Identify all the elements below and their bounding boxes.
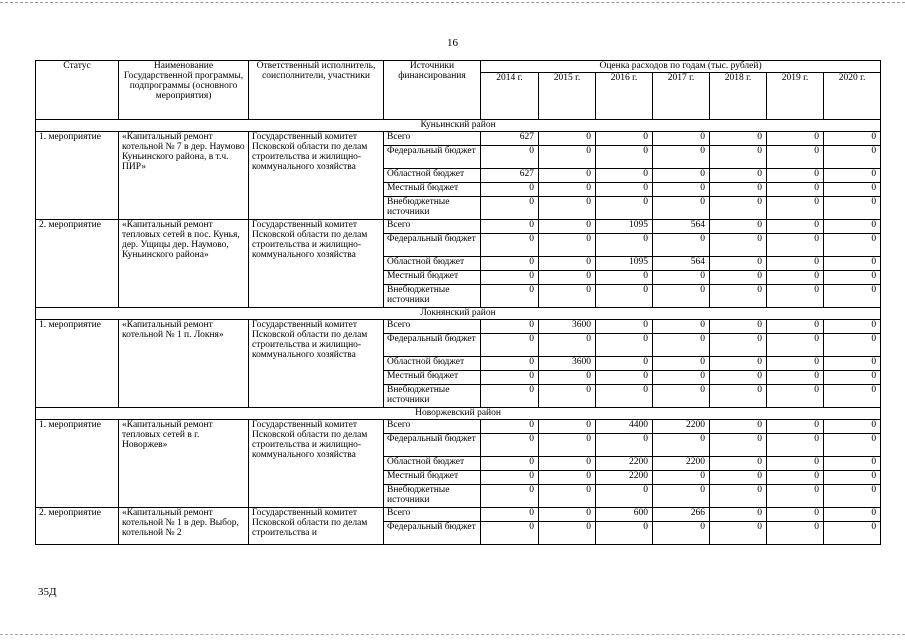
value-cell: 0: [539, 183, 596, 197]
value-cell: 0: [481, 371, 539, 385]
value-cell: 0: [539, 146, 596, 169]
value-cell: 564: [653, 257, 710, 271]
district-row: [36, 308, 881, 320]
value-cell: 2200: [653, 420, 710, 434]
value-cell: 2200: [596, 471, 653, 485]
value-cell: 0: [653, 146, 710, 169]
funding-source: Областной бюджет: [384, 257, 481, 271]
item-status: 1. мероприятие: [36, 320, 119, 408]
value-cell: 0: [710, 146, 767, 169]
value-cell: 0: [824, 457, 881, 471]
funding-source: Местный бюджет: [384, 183, 481, 197]
value-cell: 0: [824, 334, 881, 357]
value-cell: 0: [710, 132, 767, 146]
item-executor: Государственный комитет Псковской области по делам строительства и: [249, 508, 384, 545]
value-cell: 0: [824, 234, 881, 257]
value-cell: 0: [710, 334, 767, 357]
value-cell: 0: [596, 434, 653, 457]
district-title: Новоржевский район: [36, 408, 881, 420]
item-name: «Капитальный ремонт тепловых сетей в г. Новоржев»: [119, 420, 249, 508]
value-cell: 0: [539, 285, 596, 308]
district-row: [36, 120, 881, 132]
page-number: 16: [447, 37, 458, 49]
value-cell: 0: [596, 234, 653, 257]
expenditure-table: [35, 60, 881, 545]
value-cell: 0: [767, 371, 824, 385]
district-title: Куньинский район: [36, 120, 881, 132]
table-row: [36, 508, 881, 522]
value-cell: 0: [710, 169, 767, 183]
value-cell: 0: [596, 132, 653, 146]
value-cell: 0: [767, 434, 824, 457]
value-cell: 0: [653, 434, 710, 457]
value-cell: 0: [710, 320, 767, 334]
value-cell: 0: [539, 434, 596, 457]
value-cell: 0: [653, 357, 710, 371]
value-cell: 0: [710, 457, 767, 471]
value-cell: 0: [596, 197, 653, 220]
funding-source: Федеральный бюджет: [384, 434, 481, 457]
value-cell: 0: [539, 522, 596, 545]
value-cell: 0: [710, 257, 767, 271]
value-cell: 0: [824, 220, 881, 234]
year-header: 2017 г.: [653, 73, 710, 120]
district-title: Локнянский район: [36, 308, 881, 320]
value-cell: 3600: [539, 320, 596, 334]
value-cell: 0: [824, 522, 881, 545]
value-cell: 0: [767, 457, 824, 471]
value-cell: 0: [539, 169, 596, 183]
item-executor: Государственный комитет Псковской области по делам строительства и жилищно-коммунального хозяйства: [249, 420, 384, 508]
value-cell: 0: [653, 471, 710, 485]
funding-source: Местный бюджет: [384, 371, 481, 385]
value-cell: 0: [824, 257, 881, 271]
value-cell: 0: [481, 320, 539, 334]
table-row: [36, 420, 881, 434]
value-cell: 0: [596, 371, 653, 385]
value-cell: 0: [481, 146, 539, 169]
value-cell: 0: [481, 257, 539, 271]
value-cell: 0: [539, 485, 596, 508]
value-cell: 0: [481, 285, 539, 308]
value-cell: 0: [767, 471, 824, 485]
value-cell: 0: [767, 169, 824, 183]
funding-source: Всего: [384, 420, 481, 434]
funding-source: Внебюджетные источники: [384, 285, 481, 308]
value-cell: 0: [710, 183, 767, 197]
value-cell: 0: [481, 271, 539, 285]
value-cell: 627: [481, 169, 539, 183]
value-cell: 0: [539, 257, 596, 271]
value-cell: 0: [710, 508, 767, 522]
value-cell: 0: [767, 234, 824, 257]
value-cell: 0: [653, 169, 710, 183]
value-cell: 0: [596, 146, 653, 169]
value-cell: 0: [824, 371, 881, 385]
scan-bottom-edge: [0, 634, 905, 635]
value-cell: 0: [653, 522, 710, 545]
value-cell: 3600: [539, 357, 596, 371]
year-header: 2018 г.: [710, 73, 767, 120]
item-name: «Капитальный ремонт тепловых сетей в пос. Кунья, дер. Ущицы дер. Наумово, Куньинского района»: [119, 220, 249, 308]
value-cell: 0: [767, 320, 824, 334]
value-cell: 0: [539, 271, 596, 285]
value-cell: 0: [653, 271, 710, 285]
funding-source: Областной бюджет: [384, 169, 481, 183]
funding-source: Всего: [384, 508, 481, 522]
value-cell: 0: [653, 234, 710, 257]
value-cell: 0: [710, 371, 767, 385]
funding-source: Всего: [384, 320, 481, 334]
value-cell: 0: [767, 285, 824, 308]
value-cell: 0: [653, 183, 710, 197]
value-cell: 0: [539, 371, 596, 385]
item-name: «Капитальный ремонт котельной № 1 в дер. Выбор, котельной № 2: [119, 508, 249, 545]
value-cell: 0: [653, 197, 710, 220]
value-cell: 0: [824, 183, 881, 197]
funding-source: Внебюджетные источники: [384, 485, 481, 508]
value-cell: 0: [481, 234, 539, 257]
value-cell: 627: [481, 132, 539, 146]
header-executor: Ответственный исполнитель, соисполнители, участники: [249, 61, 384, 120]
value-cell: 0: [481, 357, 539, 371]
value-cell: 0: [596, 334, 653, 357]
value-cell: 0: [539, 385, 596, 408]
value-cell: 0: [596, 357, 653, 371]
value-cell: 0: [710, 522, 767, 545]
value-cell: 0: [481, 197, 539, 220]
value-cell: 0: [481, 385, 539, 408]
value-cell: 0: [539, 471, 596, 485]
value-cell: 0: [710, 434, 767, 457]
value-cell: 0: [481, 457, 539, 471]
value-cell: 0: [539, 234, 596, 257]
value-cell: 2200: [653, 457, 710, 471]
year-header: 2015 г.: [539, 73, 596, 120]
value-cell: 0: [653, 334, 710, 357]
item-status: 1. мероприятие: [36, 420, 119, 508]
header-name: Наименование Государственной программы, подпрограммы (основного мероприятия): [119, 61, 249, 120]
item-status: 2. мероприятие: [36, 220, 119, 308]
value-cell: 0: [767, 420, 824, 434]
value-cell: 0: [710, 197, 767, 220]
item-executor: Государственный комитет Псковской области по делам строительства и жилищно-коммунального хозяйства: [249, 132, 384, 220]
item-executor: Государственный комитет Псковской области по делам строительства и жилищно-коммунального хозяйства: [249, 220, 384, 308]
item-status: 2. мероприятие: [36, 508, 119, 545]
value-cell: 0: [767, 183, 824, 197]
value-cell: 0: [539, 197, 596, 220]
funding-source: Внебюджетные источники: [384, 385, 481, 408]
value-cell: 0: [710, 220, 767, 234]
value-cell: 0: [596, 183, 653, 197]
value-cell: 0: [767, 271, 824, 285]
value-cell: 0: [824, 508, 881, 522]
value-cell: 0: [596, 385, 653, 408]
funding-source: Областной бюджет: [384, 457, 481, 471]
value-cell: 0: [481, 183, 539, 197]
value-cell: 0: [596, 522, 653, 545]
district-row: [36, 408, 881, 420]
funding-source: Всего: [384, 220, 481, 234]
scan-top-edge: [0, 2, 905, 3]
year-header: 2016 г.: [596, 73, 653, 120]
value-cell: 0: [824, 132, 881, 146]
value-cell: 0: [824, 357, 881, 371]
value-cell: 0: [824, 146, 881, 169]
value-cell: 0: [824, 169, 881, 183]
value-cell: 0: [481, 220, 539, 234]
value-cell: 0: [653, 132, 710, 146]
item-executor: Государственный комитет Псковской области по делам строительства и жилищно-коммунального хозяйства: [249, 320, 384, 408]
value-cell: 0: [539, 420, 596, 434]
value-cell: 0: [596, 285, 653, 308]
value-cell: 0: [824, 320, 881, 334]
value-cell: 0: [767, 385, 824, 408]
value-cell: 0: [767, 334, 824, 357]
funding-source: Федеральный бюджет: [384, 522, 481, 545]
value-cell: 0: [481, 334, 539, 357]
value-cell: 0: [481, 471, 539, 485]
value-cell: 0: [710, 385, 767, 408]
year-header: 2014 г.: [481, 73, 539, 120]
value-cell: 0: [653, 385, 710, 408]
value-cell: 0: [653, 320, 710, 334]
value-cell: 0: [539, 334, 596, 357]
funding-source: Федеральный бюджет: [384, 234, 481, 257]
value-cell: 0: [596, 271, 653, 285]
value-cell: 0: [824, 434, 881, 457]
value-cell: 600: [596, 508, 653, 522]
item-status: 1. мероприятие: [36, 132, 119, 220]
value-cell: 0: [824, 385, 881, 408]
value-cell: 0: [824, 471, 881, 485]
value-cell: 0: [596, 485, 653, 508]
table-body: [36, 120, 881, 545]
value-cell: 0: [710, 234, 767, 257]
value-cell: 0: [596, 320, 653, 334]
header-sources: Источники финансирования: [384, 61, 481, 120]
funding-source: Федеральный бюджет: [384, 334, 481, 357]
value-cell: 0: [767, 522, 824, 545]
value-cell: 0: [767, 257, 824, 271]
value-cell: 0: [539, 508, 596, 522]
value-cell: 0: [710, 357, 767, 371]
table-row: [36, 220, 881, 234]
header-estimate: Оценка расходов по годам (тыс. рублей): [481, 61, 881, 73]
funding-source: Местный бюджет: [384, 271, 481, 285]
value-cell: 0: [596, 169, 653, 183]
value-cell: 0: [767, 220, 824, 234]
value-cell: 1095: [596, 257, 653, 271]
value-cell: 2200: [596, 457, 653, 471]
value-cell: 0: [481, 485, 539, 508]
value-cell: 0: [710, 471, 767, 485]
funding-source: Областной бюджет: [384, 357, 481, 371]
value-cell: 564: [653, 220, 710, 234]
value-cell: 0: [481, 508, 539, 522]
value-cell: 0: [767, 132, 824, 146]
value-cell: 0: [481, 434, 539, 457]
value-cell: 0: [767, 485, 824, 508]
table-row: [36, 320, 881, 334]
value-cell: 0: [710, 485, 767, 508]
value-cell: 0: [539, 132, 596, 146]
value-cell: 0: [481, 420, 539, 434]
value-cell: 1095: [596, 220, 653, 234]
value-cell: 4400: [596, 420, 653, 434]
value-cell: 0: [767, 197, 824, 220]
value-cell: 0: [767, 357, 824, 371]
value-cell: 266: [653, 508, 710, 522]
funding-source: Федеральный бюджет: [384, 146, 481, 169]
year-header: 2019 г.: [767, 73, 824, 120]
value-cell: 0: [539, 220, 596, 234]
funding-source: Внебюджетные источники: [384, 197, 481, 220]
header-status: Статус: [36, 61, 119, 120]
item-name: «Капитальный ремонт котельной № 1 п. Локня»: [119, 320, 249, 408]
value-cell: 0: [824, 285, 881, 308]
funding-source: Всего: [384, 132, 481, 146]
value-cell: 0: [710, 420, 767, 434]
value-cell: 0: [653, 285, 710, 308]
item-name: «Капитальный ремонт котельной № 7 в дер. Наумово Куньинского района, в т.ч. ПИР»: [119, 132, 249, 220]
funding-source: Местный бюджет: [384, 471, 481, 485]
value-cell: 0: [539, 457, 596, 471]
value-cell: 0: [481, 522, 539, 545]
value-cell: 0: [653, 485, 710, 508]
footer-code: 35Д: [38, 586, 57, 598]
value-cell: 0: [710, 271, 767, 285]
year-header: 2020 г.: [824, 73, 881, 120]
table-row: [36, 132, 881, 146]
value-cell: 0: [824, 485, 881, 508]
value-cell: 0: [710, 285, 767, 308]
value-cell: 0: [653, 371, 710, 385]
value-cell: 0: [824, 420, 881, 434]
value-cell: 0: [767, 146, 824, 169]
value-cell: 0: [767, 508, 824, 522]
value-cell: 0: [824, 271, 881, 285]
value-cell: 0: [824, 197, 881, 220]
